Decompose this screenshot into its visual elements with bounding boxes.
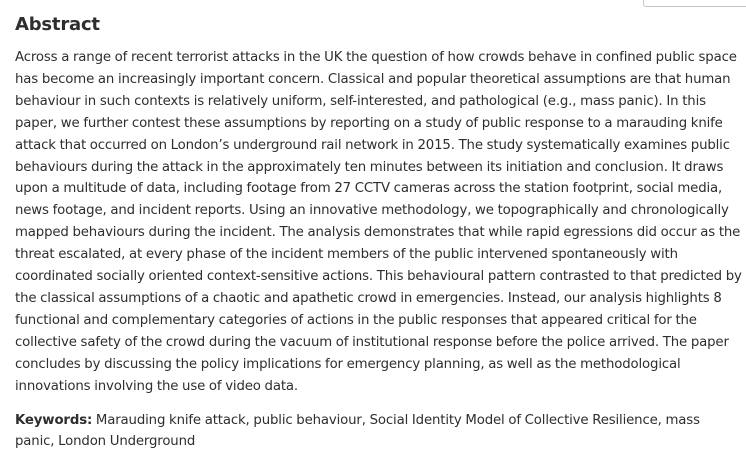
abstract-heading: Abstract [15,14,100,35]
keywords-label: Keywords: [15,412,93,428]
abstract-body: Across a range of recent terrorist attacks in the UK the question of how crowds behave in confined public space has become an increasingly important concern. Classical and popular theoretical assumptions are that human behaviour in such contexts is relatively uniform, self-interested, and pathological (e.g., mass panic). In this paper, we further contest these assumptions by reporting on a study of public response to a marauding knife attack that occurred on London’s underground rail network in 2015. The study systematically examines public behaviours during the attack in the approximately ten minutes between its initiation and conclusion. It draws upon a multitude of data, including footage from 27 CCTV cameras across the station footprint, social media, news footage, and incident reports. Using an innovative methodology, we topographically and chronologically mapped behaviours during the incident. The analysis demonstrates that while rapid egressions did occur as the threat escalated, at every phase of the incident members of the public intervened spontaneously with coordinated socially oriented context-sensitive actions. This behavioural pattern contrasted to that predicted by the classical assumptions of a chaotic and apathetic crowd in emergencies. Instead, our analysis highlights 8 functional and complementary categories of actions in the public responses that appeared critical for the collective safety of the crowd during the vacuum of institutional response before the police arrived. The paper concludes by discussing the policy implications for emergency planning, as well as the methodological innovations involving the use of video data. [15,50,742,394]
top-right-control-box [643,0,746,7]
abstract-section [15,12,743,453]
keywords-line [15,410,705,454]
keywords-values: Marauding knife attack, public behaviour, Social Identity Model of Collective Resilience, mass panic, London Underground [15,412,700,450]
